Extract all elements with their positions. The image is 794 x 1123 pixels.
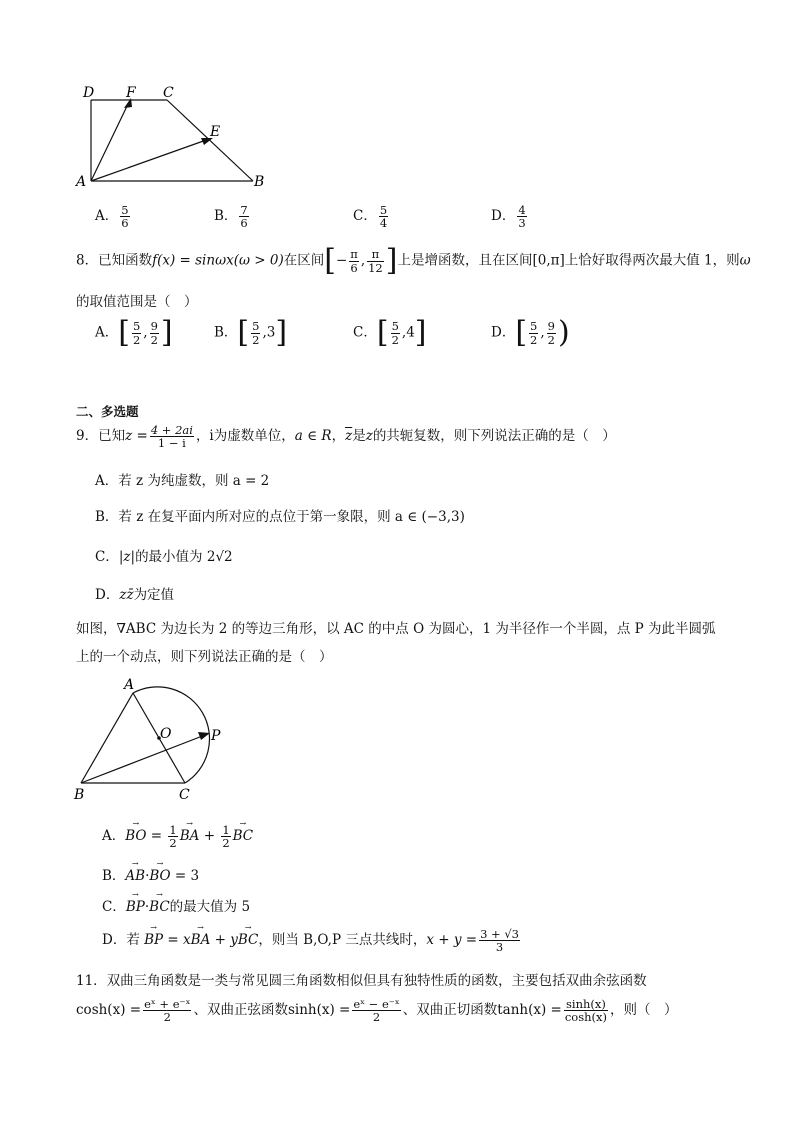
q11-stem: 11．双曲三角函数是一类与常见圆三角函数相似但具有独特性质的函数，主要包括双曲余弦函数: [76, 973, 647, 989]
label-a2: A: [124, 677, 135, 693]
q10-option-d[interactable]: D．若 → BP = x→ BA + y→ BC，则当 B,O,P 三点共线时，x + y = $\frac{3 + √3}{3}$: [102, 928, 522, 953]
label-o: O: [160, 726, 172, 742]
section-heading: 二、多选题: [76, 404, 139, 419]
label-b: B: [254, 174, 265, 190]
q10-stem: 如图，∇ABC 为边长为 2 的等边三角形，以 AC 的中点 O 为圆心，1 为半径作一个半圆，点 P 为此半圆弧: [76, 621, 716, 637]
q9-option-d[interactable]: D．zz̄为定值: [95, 587, 175, 603]
q8-option-c[interactable]: C．[ $\frac{5}{2}$ ,4]: [353, 315, 427, 350]
q7-option-a[interactable]: A． $\frac{5}{6}$: [95, 203, 129, 231]
q8-option-a[interactable]: A．[ $\frac{5}{2}$ , $\frac{9}{2}$ ]: [95, 315, 173, 350]
q7-option-b[interactable]: B． $\frac{7}{6}$: [214, 203, 248, 231]
label-c: C: [163, 85, 174, 101]
label-f: F: [126, 85, 136, 101]
q9-option-b[interactable]: B．若 z 在复平面内所对应的点位于第一象限，则 a ∈ (−3,3): [95, 509, 465, 525]
q9-option-c[interactable]: C．|z|的最小值为 2√2: [95, 549, 233, 565]
q8-stem: 8．已知函数f(x) = sinωx(ω > 0)在区间[− $\frac{\pi}{6}$ , $\frac{\pi}{12}$ ]上是增函数，且在区间[0,π]上恰好取得两次最大值 1，则ω: [76, 243, 751, 278]
q9-stem: 9．已知z = $\frac{4 + 2ai}{1 - i}$ ，i为虚数单位，a ∈ R，$\overline{z}$是z的共轭复数，则下列说法正确的是（ ）: [76, 423, 616, 451]
q11-stem-line2: cosh(x) = $\frac{\text{eˣ + e⁻ˣ}}{2}$ 、双曲正弦函数sinh(x) = $\frac{\text{eˣ − e⁻ˣ}}{2}$ 、双曲正切函数tanh(x) = $\frac{\sinh(x)}{\cosh(x)}$ ，则（ ）: [76, 997, 678, 1025]
label-e: E: [210, 124, 221, 140]
q10-option-a[interactable]: A．→ BO = $\frac{1}{2}$ → BA + $\frac{1}{2}$ → BC: [102, 824, 253, 849]
q7-option-d[interactable]: D． $\frac{4}{3}$: [491, 203, 526, 231]
label-b2: B: [74, 787, 85, 802]
q7-option-c[interactable]: C． $\frac{5}{4}$: [353, 203, 388, 231]
label-d: D: [83, 85, 95, 101]
label-c2: C: [179, 787, 190, 802]
q8-stem-line2: 的取值范围是（ ）: [76, 294, 198, 310]
q10-stem-line2: 上的一个动点，则下列说法正确的是（ ）: [76, 649, 333, 665]
label-a: A: [76, 174, 87, 190]
q10-option-c[interactable]: C．→ BP·→ BC的最大值为 5: [102, 895, 250, 915]
q8-option-d[interactable]: D．[ $\frac{5}{2}$ , $\frac{9}{2}$ ): [491, 315, 570, 350]
q9-option-a[interactable]: A．若 z 为纯虚数，则 a = 2: [95, 473, 270, 489]
q10-option-b[interactable]: B．→ AB·→ BO = 3: [102, 864, 199, 884]
triangle-semicircle-figure: [70, 672, 240, 802]
q8-option-b[interactable]: B．[ $\frac{5}{2}$ ,3]: [214, 315, 288, 350]
label-p: P: [211, 728, 221, 744]
trapezoid-figure: [70, 80, 280, 192]
